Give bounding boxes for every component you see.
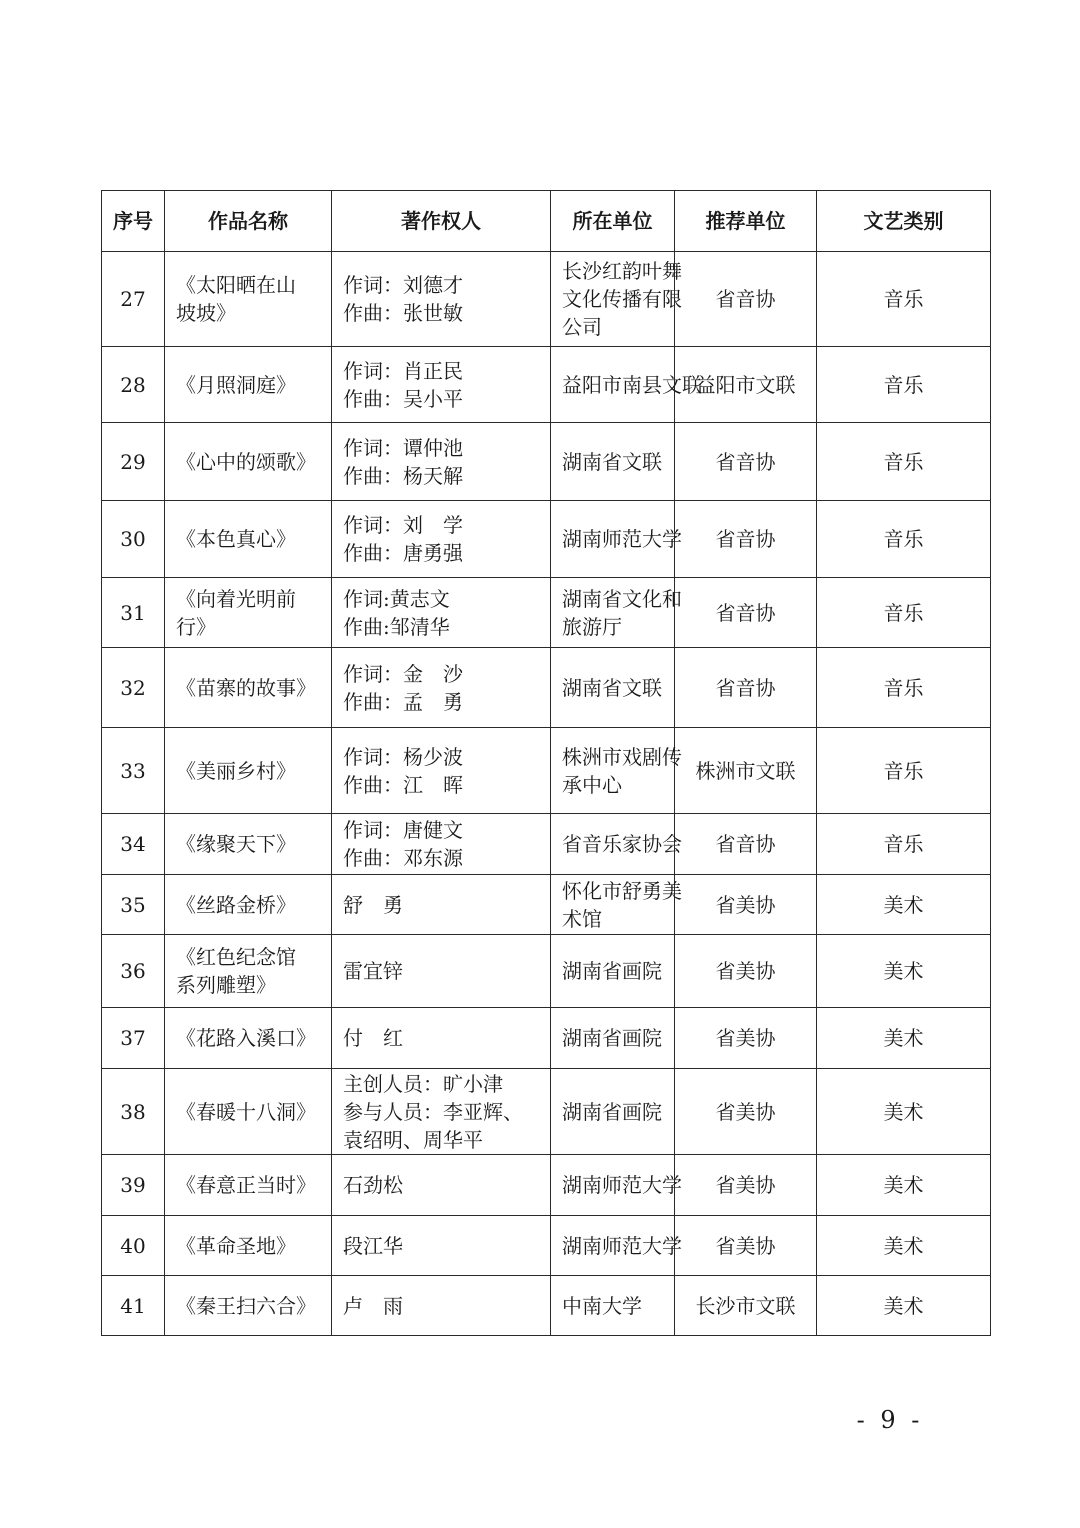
row-number: 36	[102, 935, 165, 1008]
row-number: 29	[102, 423, 165, 501]
work-title	[165, 423, 332, 501]
cell-line: 作词：谭仲池	[343, 435, 463, 460]
work-title	[165, 648, 332, 728]
table-body	[102, 252, 991, 1336]
recommending-unit: 省音协	[675, 814, 817, 875]
cell-line: 袁绍明、周华平	[343, 1127, 483, 1152]
cell-line: 坡坡》	[176, 301, 236, 325]
cell-line: 作曲：唐勇强	[343, 541, 463, 565]
recommending-unit: 省音协	[675, 648, 817, 728]
header-cell: 文艺类别	[817, 191, 991, 252]
table-row	[102, 501, 991, 578]
cell-line: 作曲：张世敏	[343, 301, 463, 325]
work-title	[165, 1216, 332, 1276]
cell-line: 《本色真心》	[176, 527, 296, 551]
work-title	[165, 1069, 332, 1155]
award-table	[101, 190, 991, 1336]
recommending-unit: 省音协	[675, 578, 817, 648]
cell-line: 《太阳晒在山	[176, 273, 296, 297]
row-number: 41	[102, 1276, 165, 1336]
cell-line: 作曲：杨天解	[343, 463, 463, 488]
cell-line: 益阳市南县文联	[562, 372, 702, 397]
row-number: 34	[102, 814, 165, 875]
cell-line: 怀化市舒勇美	[562, 878, 682, 903]
affiliated-unit	[551, 252, 682, 347]
cell-line: 《革命圣地》	[176, 1233, 296, 1258]
row-number: 32	[102, 648, 165, 728]
art-category: 美术	[817, 1069, 991, 1155]
row-number: 38	[102, 1069, 165, 1155]
recommending-unit: 省美协	[675, 935, 817, 1008]
cell-line: 《春暖十八洞》	[176, 1099, 316, 1124]
cell-line: 湖南省文化和	[562, 586, 682, 611]
copyright-holder	[332, 1155, 551, 1216]
cell-line: 《红色纪念馆	[176, 945, 296, 969]
affiliated-unit	[551, 1008, 675, 1069]
cell-line: 舒 勇	[343, 892, 403, 917]
cell-line: 作曲:邹清华	[343, 614, 450, 639]
table-row	[102, 423, 991, 501]
copyright-holder	[332, 814, 551, 875]
cell-line: 《丝路金桥》	[176, 892, 296, 917]
art-category: 音乐	[817, 501, 991, 578]
cell-line: 湖南省画院	[562, 959, 662, 983]
table-row	[102, 1008, 991, 1069]
cell-line: 旅游厅	[562, 614, 622, 639]
affiliated-unit	[551, 1216, 682, 1276]
row-number: 35	[102, 875, 165, 935]
recommending-unit: 省美协	[675, 875, 817, 935]
work-title	[165, 814, 332, 875]
table-row	[102, 1276, 991, 1336]
page-number: - 9 -	[856, 1406, 924, 1434]
copyright-holder	[332, 1276, 551, 1336]
row-number: 30	[102, 501, 165, 578]
work-title	[165, 347, 332, 423]
cell-line: 湖南师范大学	[562, 527, 682, 551]
art-category: 美术	[817, 1216, 991, 1276]
affiliated-unit	[551, 728, 682, 814]
art-category: 音乐	[817, 728, 991, 814]
table-row	[102, 1155, 991, 1216]
copyright-holder	[332, 728, 551, 814]
cell-line: 《秦王扫六合》	[176, 1293, 316, 1318]
art-category: 音乐	[817, 814, 991, 875]
affiliated-unit	[551, 814, 682, 875]
row-number: 31	[102, 578, 165, 648]
cell-line: 作词：刘 学	[343, 513, 463, 537]
recommending-unit: 省美协	[675, 1069, 817, 1155]
row-number: 27	[102, 252, 165, 347]
work-title	[165, 578, 332, 648]
copyright-holder	[332, 648, 551, 728]
cell-line: 主创人员：旷小津	[343, 1071, 503, 1096]
affiliated-unit	[551, 423, 675, 501]
cell-line: 作词:黄志文	[343, 586, 450, 611]
recommending-unit: 省音协	[675, 252, 817, 347]
table-row	[102, 1216, 991, 1276]
copyright-holder	[332, 1008, 551, 1069]
table-row	[102, 814, 991, 875]
copyright-holder	[332, 347, 551, 423]
cell-line: 作词：唐健文	[343, 818, 463, 842]
cell-line: 《苗寨的故事》	[176, 675, 316, 700]
affiliated-unit	[551, 578, 682, 648]
copyright-holder	[332, 578, 551, 648]
header-cell: 推荐单位	[675, 191, 817, 252]
work-title	[165, 935, 332, 1008]
recommending-unit: 省美协	[675, 1216, 817, 1276]
recommending-unit: 省美协	[675, 1008, 817, 1069]
recommending-unit: 长沙市文联	[675, 1276, 817, 1336]
copyright-holder	[332, 1069, 551, 1155]
cell-line: 文化传播有限	[562, 287, 682, 311]
art-category: 美术	[817, 1276, 991, 1336]
affiliated-unit	[551, 648, 675, 728]
cell-line: 卢 雨	[343, 1293, 403, 1318]
row-number: 37	[102, 1008, 165, 1069]
header-row	[102, 191, 991, 252]
row-number: 40	[102, 1216, 165, 1276]
work-title	[165, 728, 332, 814]
cell-line: 石劲松	[343, 1173, 403, 1197]
affiliated-unit	[551, 501, 682, 578]
work-title	[165, 501, 332, 578]
table-row	[102, 1069, 991, 1155]
cell-line: 作曲：吴小平	[343, 386, 463, 411]
table-row	[102, 648, 991, 728]
work-title	[165, 1155, 332, 1216]
table-row	[102, 578, 991, 648]
cell-line: 《月照洞庭》	[176, 372, 296, 397]
cell-line: 株洲市戏剧传	[562, 744, 682, 769]
cell-line: 湖南师范大学	[562, 1173, 682, 1197]
cell-line: 《花路入溪口》	[176, 1026, 316, 1050]
copyright-holder	[332, 935, 551, 1008]
cell-line: 湖南师范大学	[562, 1233, 682, 1258]
art-category: 音乐	[817, 578, 991, 648]
cell-line: 《心中的颂歌》	[176, 449, 316, 474]
affiliated-unit	[551, 1069, 675, 1155]
row-number: 39	[102, 1155, 165, 1216]
cell-line: 雷宜锌	[343, 959, 403, 983]
table-row	[102, 875, 991, 935]
art-category: 音乐	[817, 347, 991, 423]
cell-line: 《春意正当时》	[176, 1173, 316, 1197]
cell-line: 作曲：江 晖	[343, 772, 463, 797]
cell-line: 省音乐家协会	[562, 832, 682, 856]
art-category: 音乐	[817, 252, 991, 347]
affiliated-unit	[551, 1276, 675, 1336]
cell-line: 湖南省文联	[562, 675, 662, 700]
copyright-holder	[332, 1216, 551, 1276]
cell-line: 湖南省画院	[562, 1026, 662, 1050]
work-title	[165, 252, 332, 347]
work-title	[165, 1008, 332, 1069]
recommending-unit: 省音协	[675, 423, 817, 501]
recommending-unit: 省音协	[675, 501, 817, 578]
cell-line: 《美丽乡村》	[176, 758, 296, 783]
cell-line: 段江华	[343, 1233, 403, 1258]
cell-line: 参与人员：李亚辉、	[343, 1099, 523, 1124]
cell-line: 作词：金 沙	[343, 661, 463, 686]
art-category: 音乐	[817, 423, 991, 501]
cell-line: 系列雕塑》	[176, 973, 276, 997]
row-number: 33	[102, 728, 165, 814]
art-category: 美术	[817, 1008, 991, 1069]
affiliated-unit	[551, 347, 702, 423]
cell-line: 湖南省文联	[562, 449, 662, 474]
cell-line: 湖南省画院	[562, 1099, 662, 1124]
row-number: 28	[102, 347, 165, 423]
cell-line: 作曲：邓东源	[343, 846, 463, 870]
copyright-holder	[332, 423, 551, 501]
copyright-holder	[332, 501, 551, 578]
cell-line: 公司	[562, 315, 602, 339]
cell-line: 中南大学	[562, 1293, 642, 1318]
work-title	[165, 1276, 332, 1336]
art-category: 音乐	[817, 648, 991, 728]
table-row	[102, 347, 991, 423]
work-title	[165, 875, 332, 935]
header-cell: 著作权人	[332, 191, 551, 252]
cell-line: 承中心	[562, 772, 622, 797]
art-category: 美术	[817, 875, 991, 935]
recommending-unit: 株洲市文联	[675, 728, 817, 814]
table-row	[102, 728, 991, 814]
header-cell: 所在单位	[551, 191, 675, 252]
copyright-holder	[332, 252, 551, 347]
cell-line: 付 红	[343, 1026, 403, 1050]
header-cell: 序号	[102, 191, 165, 252]
cell-line: 行》	[176, 614, 216, 639]
art-category: 美术	[817, 1155, 991, 1216]
affiliated-unit	[551, 1155, 682, 1216]
cell-line: 《缘聚天下》	[176, 832, 296, 856]
recommending-unit: 省美协	[675, 1155, 817, 1216]
cell-line: 长沙红韵叶舞	[562, 259, 682, 283]
copyright-holder	[332, 875, 551, 935]
cell-line: 《向着光明前	[176, 586, 296, 611]
affiliated-unit	[551, 875, 682, 935]
cell-line: 作词：刘德才	[343, 273, 463, 297]
cell-line: 作曲：孟 勇	[343, 689, 463, 714]
art-category: 美术	[817, 935, 991, 1008]
cell-line: 作词：杨少波	[343, 744, 463, 769]
affiliated-unit	[551, 935, 675, 1008]
recommending-unit: 益阳市文联	[675, 347, 817, 423]
cell-line: 术馆	[562, 906, 602, 931]
cell-line: 作词：肖正民	[343, 358, 463, 383]
table-row	[102, 252, 991, 347]
header-cell: 作品名称	[165, 191, 332, 252]
table-row	[102, 935, 991, 1008]
